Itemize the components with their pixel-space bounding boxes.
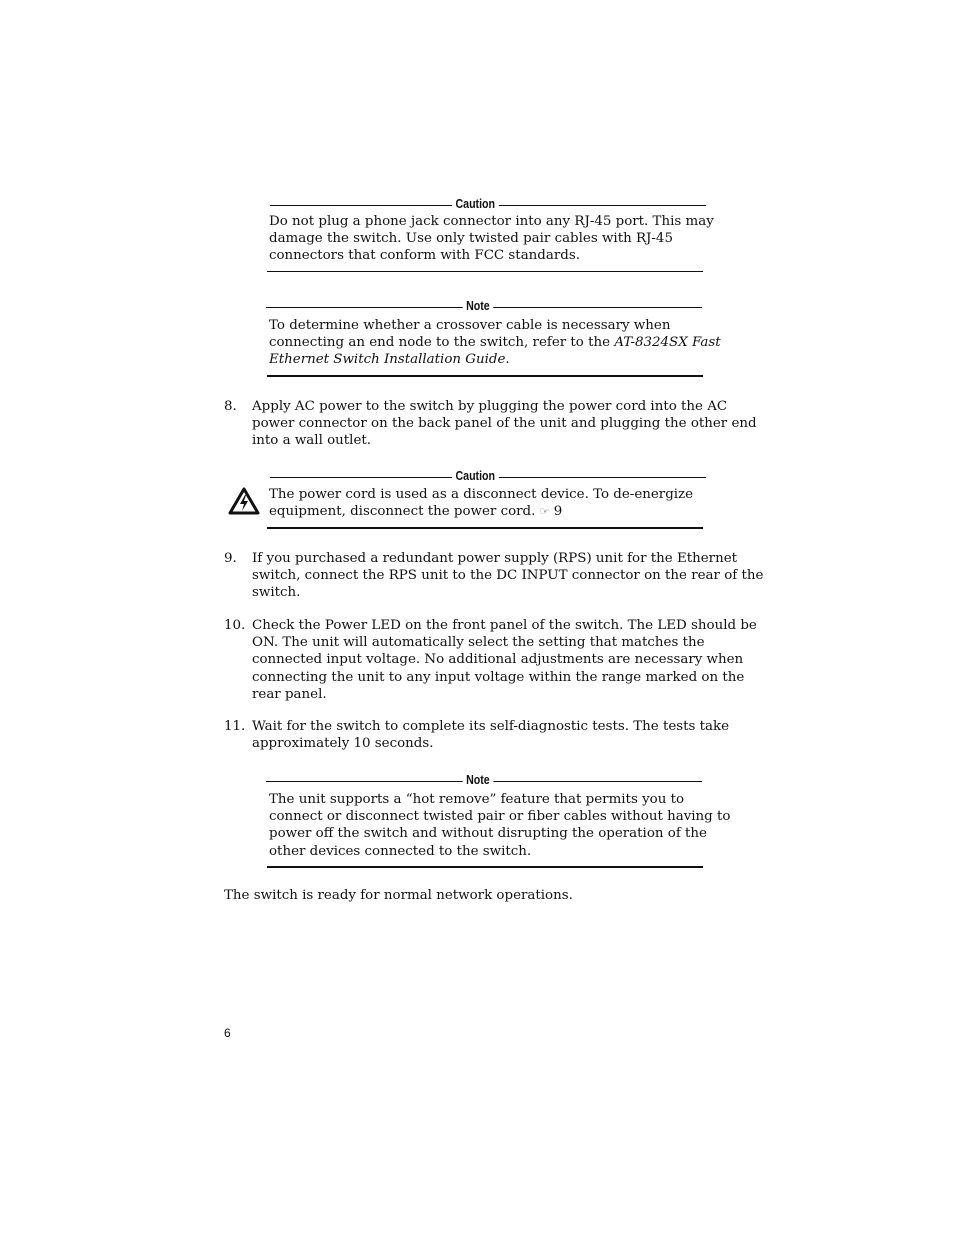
text-line: The power cord is used as a disconnect device. To de-energize <box>269 487 694 502</box>
text-line: other devices connected to the switch. <box>269 843 532 859</box>
note-title: Note <box>463 299 493 313</box>
text-segment: equipment, disconnect the power cord. <box>269 504 536 520</box>
reference-number: 9 <box>553 504 563 520</box>
caution-text <box>269 213 714 265</box>
text-line: Check the Power LED on the front panel of the switch. The LED should be <box>252 618 757 633</box>
text-line: To determine whether a crossover cable is necessary when <box>269 318 671 333</box>
caution-title: Caution <box>452 197 498 211</box>
text-line: into a wall outlet. <box>252 433 372 449</box>
note-bottom-rule <box>267 375 703 377</box>
closing-paragraph: The switch is ready for normal network operations. <box>224 888 573 903</box>
text-line <box>269 351 721 368</box>
text-line <box>269 503 693 520</box>
text-line: If you purchased a redundant power supply (RPS) unit for the Ethernet <box>252 551 737 566</box>
step-number: 8. <box>224 399 237 414</box>
note-title: Note <box>463 773 493 787</box>
text-line: rear panel. <box>252 686 327 702</box>
step-text <box>252 550 763 602</box>
step-number: 11. <box>224 719 246 734</box>
note-text <box>269 317 721 369</box>
step-text <box>252 398 757 450</box>
caution-text <box>269 486 693 520</box>
text-line: switch. <box>252 585 301 601</box>
page-number: 6 <box>224 1026 231 1040</box>
electrical-hazard-icon <box>228 487 260 515</box>
caution-title: Caution <box>452 469 498 483</box>
guide-title: AT-8324SX Fast <box>614 335 721 351</box>
pointing-hand-icon: ☞ <box>539 505 550 519</box>
text-line: damage the switch. Use only twisted pair cables with RJ-45 <box>269 231 673 247</box>
text-segment: connecting an end node to the switch, refer to the <box>269 335 615 351</box>
text-line: Do not plug a phone jack connector into any RJ-45 port. This may <box>269 214 714 229</box>
text-line <box>269 334 721 351</box>
text-line: power connector on the back panel of the unit and plugging the other end <box>252 416 757 432</box>
text-line: The unit supports a “hot remove” feature that permits you to <box>269 792 685 807</box>
text-line: connectors that conform with FCC standards. <box>269 248 580 264</box>
guide-title: Ethernet Switch Installation Guide <box>269 352 506 368</box>
note-bottom-rule <box>267 866 703 868</box>
text-line: switch, connect the RPS unit to the DC INPUT connector on the rear of the <box>252 568 764 584</box>
text-line: connect or disconnect twisted pair or fiber cables without having to <box>269 809 731 825</box>
text-line: power off the switch and without disrupting the operation of the <box>269 826 707 842</box>
text-line: ON. The unit will automatically select the setting that matches the <box>252 635 705 651</box>
text-line: Wait for the switch to complete its self-diagnostic tests. The tests take <box>252 719 730 734</box>
text-line: approximately 10 seconds. <box>252 736 434 752</box>
text-line: connected input voltage. No additional adjustments are necessary when <box>252 652 744 668</box>
note-text <box>269 791 730 860</box>
step-number: 9. <box>224 551 237 566</box>
text-line: connecting the unit to any input voltage within the range marked on the <box>252 669 745 685</box>
caution-bottom-rule <box>267 271 703 272</box>
step-number: 10. <box>224 618 246 633</box>
step-text <box>252 718 729 752</box>
caution-bottom-rule <box>267 527 703 529</box>
step-text <box>252 617 757 703</box>
text-segment: . <box>505 352 510 368</box>
text-line: Apply AC power to the switch by plugging the power cord into the AC <box>252 399 728 414</box>
